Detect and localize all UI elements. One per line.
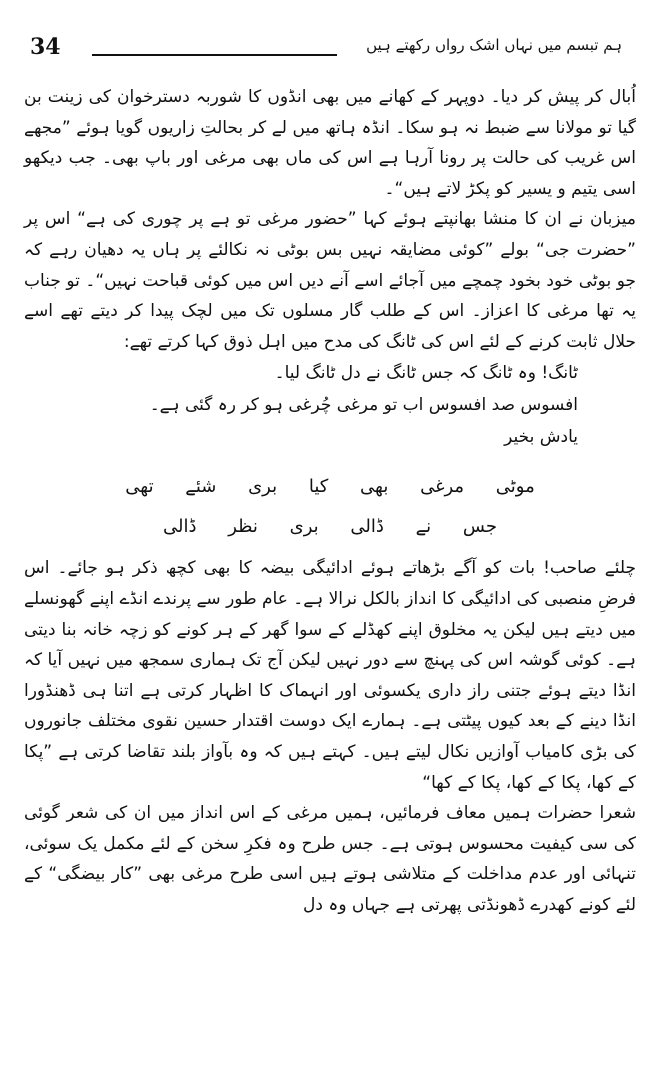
- quote-line: افسوس صد افسوس اب تو مرغی چُرغی ہو کر رہ گئی ہے۔: [149, 395, 578, 416]
- page-number: 34: [30, 34, 61, 60]
- body-text: [24, 82, 636, 920]
- page-header: [22, 32, 622, 66]
- paragraph: چلئے صاحب! بات کو آگے بڑھاتے ہوئے ادائیگی بیضہ کا بھی کچھ ذکر ہو جائے۔ اس فرضِ منصبی کی ادائیگی کا انداز بالکل نرالا ہے۔ عام طور سے پرندے انڈے اپنے گھونسلے میں دیتے ہیں لیکن یہ مخلوق اپنے کھڈلے کے سوا گھر کے ہر کونے کو زچہ خانہ بنا دیتی ہے۔ کوئی گوشہ اس کی پہنچ سے دور نہیں لیکن آج تک ہماری سمجھ میں نہیں آیا کہ انڈا دیتے ہوئے جتنی راز داری یکسوئی اور انہماک کا اظہار کرتی ہے اتنا ہی ڈھنڈورا انڈا دینے کے بعد کیوں پیٹتی ہے۔ ہمارے ایک دوست اقتدار حسین نقوی مختلف جانوروں کی بڑی کامیاب آوازیں نکال لیتے ہیں۔ کہتے ہیں کہ وہ بآواز بلند تقاضا کرتی ہے ”پکا کے کھا، پکا کے کھا، پکا کے کھا“: [24, 558, 636, 793]
- header-rule: [92, 54, 337, 56]
- poem: [24, 467, 636, 547]
- poem-line: موٹی مرغی بھی کیا بری شئے تھی: [125, 476, 535, 498]
- running-head: ہم تبسم میں نہاں اشک رواں رکھتے ہیں: [366, 36, 622, 54]
- poem-line: جس نے ڈالی بری نظر ڈالی: [163, 516, 497, 538]
- paragraph: اُبال کر پیش کر دیا۔ دوپہر کے کھانے میں بھی انڈوں کا شوربہ دسترخوان کی زینت بن گیا تو مولانا سے ضبط نہ ہو سکا۔ انڈہ ہاتھ میں لے کر بحالتِ زاریوں گویا ہوئے ”مجھے اس غریب کی حالت پر رونا آرہا ہے اس کی ماں بھی مرغی اور باپ بھی۔ جب دیکھو اسی یتیم و یسیر کو پکڑ لاتے ہیں“۔: [24, 87, 636, 199]
- paragraph: میزبان نے ان کا منشا بھانپتے ہوئے کہا ”حضور مرغی تو ہے پر چوری کی ہے“ اس پر ”حضرت جی“ بولے ”کوئی مضایقہ نہیں بس بوٹی نہ نکالئے پر ہاں یہ دھیان رہے کہ جو بوٹی خود بخود چمچے میں آجائے اسے آنے دیں اس میں کوئی قباحت نہیں“۔ تو جناب یہ تھا مرغی کا اعزاز۔ اس کے طلب گار مسلوں تک میں لچک پیدا کر دیتے تھے اسے حلال ثابت کرنے کے لئے اس کی ٹانگ کی مدح میں اہل ذوق کہا کرتے تھے:: [24, 209, 636, 352]
- quote-line: یادش بخیر: [504, 427, 578, 448]
- paragraph: شعرا حضرات ہمیں معاف فرمائیں، ہمیں مرغی کے اس انداز میں ان کی شعر گوئی کی سی کیفیت محسوس ہوتی ہے۔ جس طرح وہ فکرِ سخن کے لئے مکمل یک سوئی، تنہائی اور عدم مداخلت کے متلاشی ہوتے ہیں اسی طرح مرغی بھی ”کار بیضگی“ کے لئے کونے کھدرے ڈھونڈتی پھرتی ہے جہاں وہ دل: [24, 803, 636, 915]
- quote-line: ٹانگ! وہ ٹانگ کہ جس ٹانگ نے دل ٹانگ لیا۔: [274, 363, 578, 384]
